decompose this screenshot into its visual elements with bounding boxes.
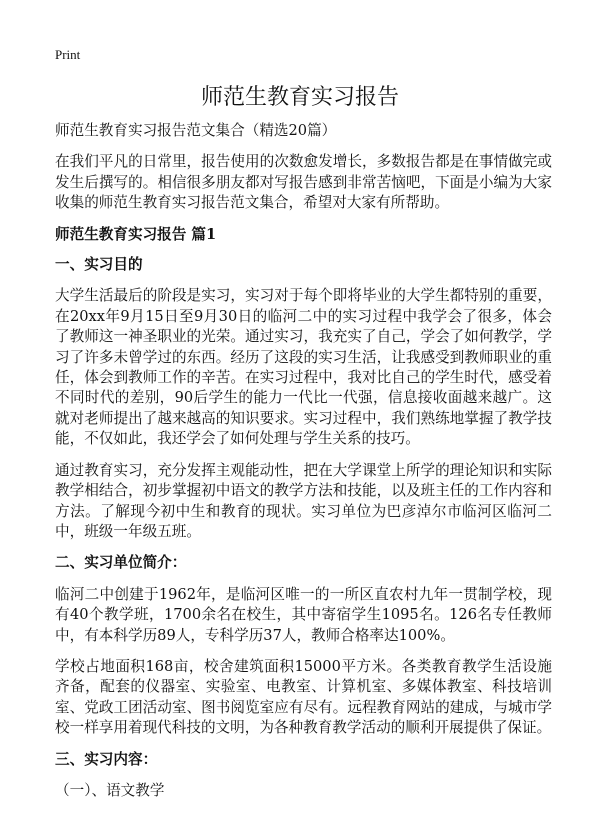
heading-purpose: 一、实习目的 [55,256,143,274]
paragraph: 学校占地面积168亩，校舍建筑面积15000平方米。各类教育教学生活设施齐备，配套的仪器室、实验室、电教室、计算机室、多媒体教室、科技培训室、党政工团活动室、图书阅览室应有尽有。远程教育网站的建成，与城市学校一样享用着现代科技的文明，为各种教育教学活动的顺利开展提供了保证。 [55,657,552,737]
intro-paragraph: 在我们平凡的日常里，报告使用的次数愈发增长，多数报告都是在事情做完或发生后撰写的。相信很多朋友都对写报告感到非常苦恼吧，下面是小编为大家收集的师范生教育实习报告范文集合，希望对大家有所帮助。 [55,153,552,212]
document-title: 师范生教育实习报告 [200,85,399,110]
section-title: 师范生教育实习报告 篇1 [55,225,217,243]
paragraph: 通过教育实习，充分发挥主观能动性，把在大学课堂上所学的理论知识和实际教学相结合，初步掌握初中语文的教学方法和技能，以及班主任的工作内容和方法。了解现今初中生和教育的现状。实习单位为巴彦淖尔市临河区临河二中，班级一年级五班。 [55,461,552,540]
paragraph: 临河二中创建于1962年，是临河区唯一的一所区直农村九年一贯制学校，现有40个教学班，1700余名在校生，其中寄宿学生1095名。126名专任教师中，有本科学历89人，专科学历37人，教师合格率达100%。 [55,585,552,644]
heading-content: 三、实习内容： [55,750,158,768]
subtitle: 师范生教育实习报告范文集合（精选20篇） [55,122,337,139]
document-body [55,121,552,812]
subheading-chinese-teaching: （一）、语文教学 [55,781,165,799]
heading-unit-intro: 二、实习单位简介： [55,554,187,572]
paragraph: 大学生活最后的阶段是实习，实习对于每个即将毕业的大学生都特别的重要，在20xx年9月15日至9月30日的临河二中的实习过程中我学会了很多，体会了教师这一神圣职业的光荣。通过实习，我充实了自己，学会了如何教学，学习了许多未曾学过的东西。经历了这段的实习生活，让我感受到教师职业的重任，体会到教师工作的辛苦。在实习过程中，我对比自己的学生时代，感受着不同时代的差别，90后学生的能力一代比一代强，信息接收面越来越广。这就对老师提出了越来越高的知识要求。实习过程中，我们熟练地掌握了教学技能，不仅如此，我还学会了如何处理与学生关系的技巧。 [55,287,552,448]
print-label[interactable]: Print [55,47,81,62]
